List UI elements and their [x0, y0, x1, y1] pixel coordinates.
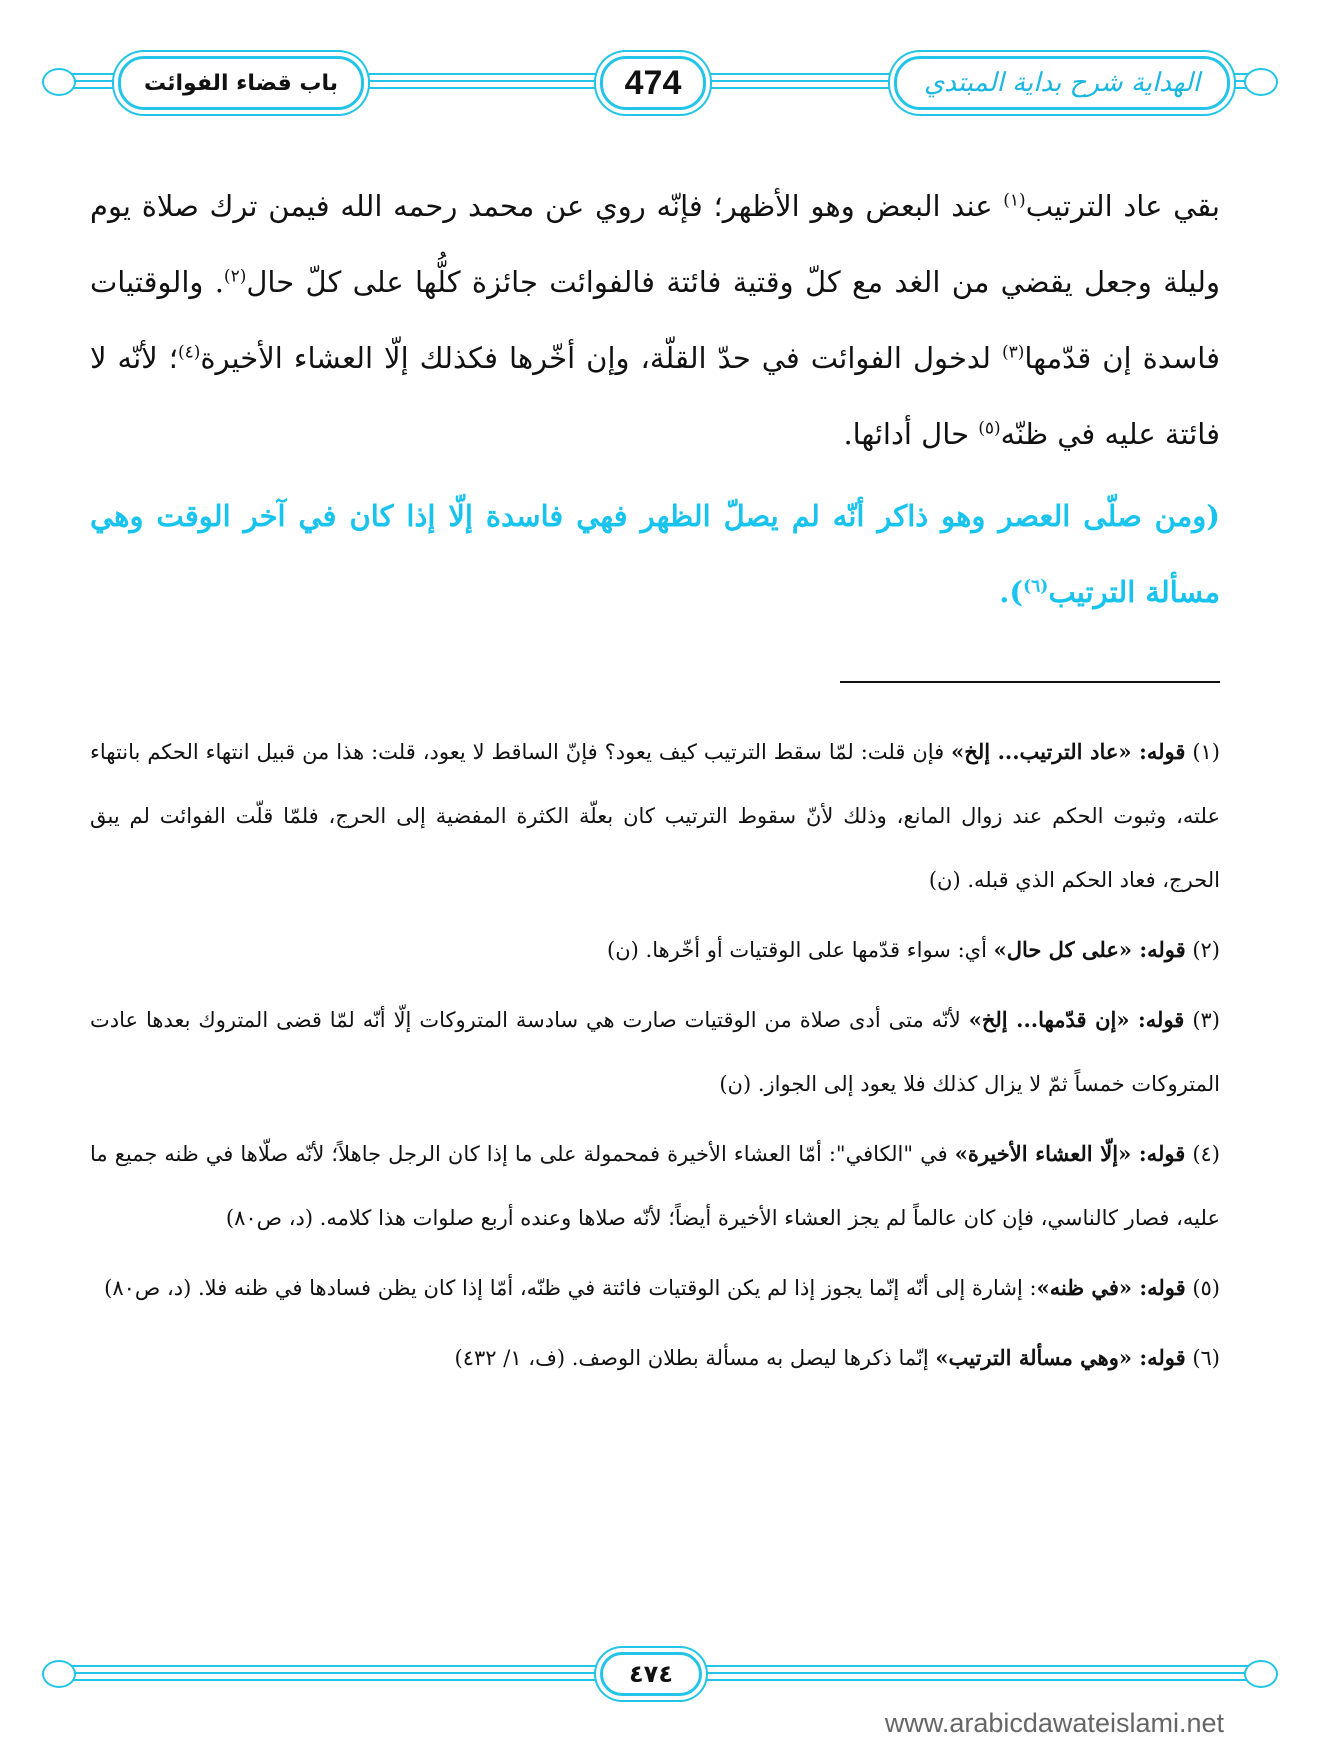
footer-ornament-right: [1244, 1660, 1278, 1688]
footnote: [90, 918, 1220, 982]
footnote: [90, 720, 1220, 912]
footnote-number: (٦): [1192, 1346, 1220, 1370]
commentary-paragraph: [90, 168, 1220, 472]
footnote-number: (٢): [1192, 938, 1220, 962]
footer-page-number: ٤٧٤: [629, 1660, 673, 1688]
text-run: ).: [999, 575, 1024, 609]
footer-ornament-left: [42, 1660, 76, 1688]
footnote-number: (٣): [1192, 1008, 1220, 1032]
website-link[interactable]: www.arabicdawateislami.net: [884, 1708, 1224, 1738]
footnote: [90, 1122, 1220, 1250]
footnote-number: (٥): [1192, 1276, 1220, 1300]
footnote-lead: قوله: «وهي مسألة الترتيب»: [935, 1345, 1186, 1370]
footnote-text: في "الكافي": أمّا العشاء الأخيرة فمحمولة على ما إذا كان الرجل جاهلاً؛ لأنّه صلّاها في ظنه جميع ما عليه، فصار كالناسي، فإن كان عالماً لم يجز العشاء الأخيرة أيضاً؛ لأنّه صلاها وعنده أربع صلوات هذا كلامه. (د، ص٨٠): [90, 1142, 1220, 1230]
footnote-text: لأنّه متى أدى صلاة من الوقتيات صارت هي سادسة المتروكات إلّا أنّه لمّا قضى المتروك بعدها عادت المتروكات خمساً ثمّ لا يزال كذلك فلا يعود إلى الجواز. (ن): [90, 1008, 1220, 1096]
text-run: بقي عاد الترتيب: [1025, 189, 1220, 223]
footnote-text: إنّما ذكرها ليصل به مسألة بطلان الوصف. (ف، ١/ ٤٣٢): [454, 1346, 936, 1370]
footnote-ref[interactable]: (١): [1003, 190, 1026, 211]
footnotes: [90, 720, 1220, 1396]
footnote-separator: [840, 681, 1220, 683]
footnote-lead: قوله: «على كل حال»: [993, 937, 1186, 962]
chapter-title-box: [118, 56, 364, 110]
text-run: عند البعض وهو الأظهر؛ فإنّه روي عن محمد رحمه الله فيمن ترك صلاة يوم وليلة وجعل يقضي من الغد مع كلّ وقتية فائتة فالفوائت جائزة كلُّها على كلّ حال: [90, 189, 1220, 299]
footnote-ref[interactable]: (٢): [223, 266, 247, 287]
book-title-box: [894, 56, 1230, 110]
footnote: [90, 988, 1220, 1116]
header-ornament-right: [1244, 68, 1278, 96]
footnote-ref[interactable]: (٥): [978, 418, 1001, 439]
book-title: الهداية شرح بداية المبتدي: [923, 68, 1201, 98]
footnote-number: (٤): [1192, 1142, 1220, 1166]
footnote-lead: قوله: «عاد الترتيب... إلخ»: [951, 739, 1186, 764]
footnote-text: فإن قلت: لمّا سقط الترتيب كيف يعود؟ فإنّ الساقط لا يعود، قلت: هذا من قبيل انتهاء الحكم بانتهاء علته، وثبوت الحكم عند زوال المانع، وذلك لأنّ سقوط الترتيب كان بعلّة الكثرة المفضية إلى الحرج، فلمّا قلّت الفوائت لم يبق الحرج، فعاد الحكم الذي قبله. (ن): [90, 740, 1220, 892]
text-run: حال أدائها.: [843, 417, 979, 451]
main-text: [90, 168, 1220, 630]
text-run: ؛ لأنّه لا فائتة عليه في ظنّه: [90, 341, 1220, 451]
footnote: [90, 1326, 1220, 1390]
chapter-title: باب قضاء الفوائت: [143, 70, 339, 96]
footnote: [90, 1256, 1220, 1320]
page-number-box: [600, 56, 706, 110]
text-run: (ومن صلّى العصر وهو ذاكر أنّه لم يصلّ الظهر فهي فاسدة إلّا إذا كان في آخر الوقت وهي مسألة الترتيب: [90, 499, 1220, 609]
footnote-lead: قوله: «في ظنه»: [1036, 1275, 1186, 1300]
footnote-lead: قوله: «إلّا العشاء الأخيرة»: [954, 1141, 1186, 1166]
matn-paragraph: [90, 478, 1220, 630]
text-run: . والوقتيات فاسدة إن قدّمها: [90, 265, 1221, 375]
header-ornament-left: [42, 68, 76, 96]
page-number: 474: [624, 63, 682, 102]
footnote-ref[interactable]: (٣): [1001, 342, 1025, 363]
footnote-ref[interactable]: (٦): [1023, 576, 1049, 597]
footer-page-number-box: [600, 1652, 702, 1696]
footnote-lead: قوله: «إن قدّمها... إلخ»: [968, 1007, 1185, 1032]
footnote-text: : إشارة إلى أنّه إنّما يجوز إذا لم يكن الوقتيات فائتة في ظنّه، أمّا إذا كان يظن فسادها في ظنه فلا. (د، ص٨٠): [104, 1276, 1037, 1300]
text-run: لدخول الفوائت في حدّ القلّة، وإن أخّرها فكذلك إلّا العشاء الأخيرة: [200, 341, 1002, 375]
footnote-ref[interactable]: (٤): [177, 342, 201, 363]
footnote-text: أي: سواء قدّمها على الوقتيات أو أخّرها. (ن): [607, 938, 994, 962]
footnote-number: (١): [1192, 740, 1220, 764]
